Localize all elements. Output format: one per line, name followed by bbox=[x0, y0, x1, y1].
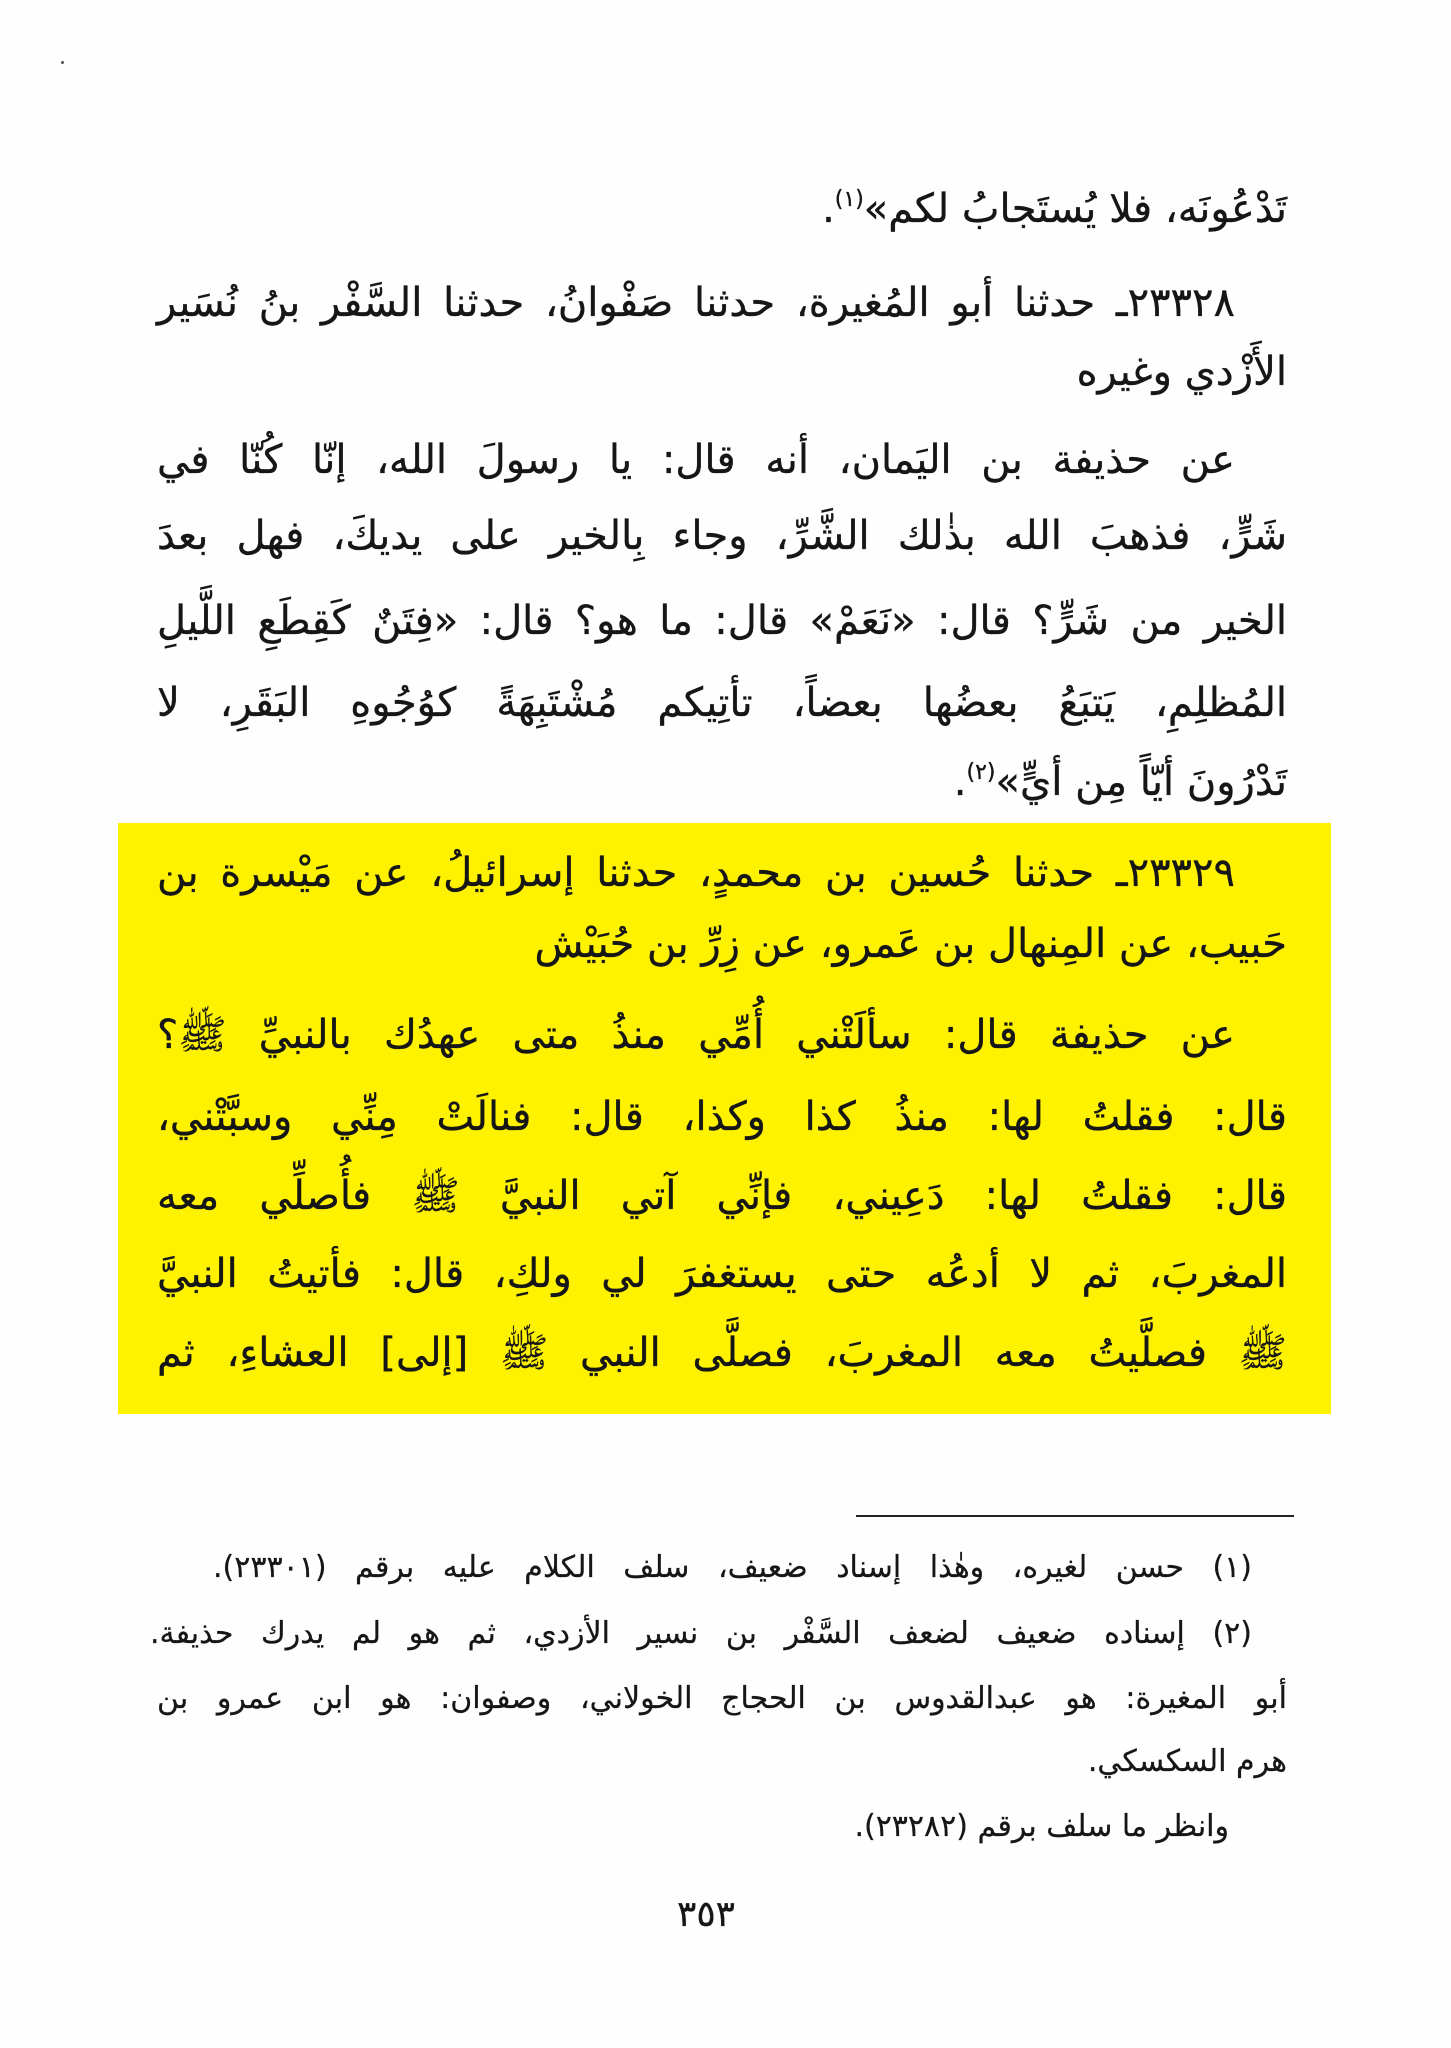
footnote-separator bbox=[856, 1515, 1294, 1517]
footnote-ref-2: (٢) bbox=[966, 760, 996, 785]
page-number: ٣٥٣ bbox=[676, 1894, 735, 1935]
hadith-23328-last-line bbox=[157, 744, 1287, 820]
hadith-23328-matn-line-3: الخير من شَرٍّ؟ قال: «نَعَمْ» قال: ما هو؟ قال: «فِتَنٌ كَقِطَعِ اللَّيلِ bbox=[157, 598, 1287, 644]
footnote-line-2: (٢) إسناده ضعيف لضعف السَّفْر بن نسير الأزدي، ثم هو لم يدرك حذيفة. bbox=[150, 1616, 1252, 1651]
footnote-line-1: (١) حسن لغيره، وهٰذا إسناد ضعيف، سلف الكلام عليه برقم (٢٣٣٠١). bbox=[213, 1550, 1252, 1585]
hadith-23328-matn-line-4: المُظلِمِ، يَتبَعُ بعضُها بعضاً، تأتِيكم مُشْتَبِهَةً كوُجُوهِ البَقَرِ، لا bbox=[157, 680, 1287, 726]
hadith-23328-matn-line-1: عن حذيفة بن اليَمان، أنه قال: يا رسولَ الله، إنّا كُنّا في bbox=[157, 437, 1235, 483]
hadith-23328-last-text: تَدْرُونَ أيّاً مِن أيٍّ» bbox=[995, 759, 1287, 805]
hadith-23329-isnad-line-1: ٢٣٣٢٩ـ حدثنا حُسين بن محمدٍ، حدثنا إسرائيلُ، عن مَيْسرة بن bbox=[157, 850, 1235, 896]
hadith-23329-matn-line-2: قال: فقلتُ لها: منذُ كذا وكذا، قال: فنالَتْ مِنِّي وسبَّتْني، bbox=[157, 1094, 1287, 1140]
hadith-23329-isnad-line-2: حَبيب، عن المِنهال بن عَمرو، عن زِرِّ بن حُبَيْش bbox=[534, 921, 1287, 967]
hadith-23328-last-end: . bbox=[953, 759, 967, 805]
yellow-highlight-hadith-23329 bbox=[118, 823, 1331, 1414]
hadith-23329-matn-line-3: قال: فقلتُ لها: دَعِيني، فإنِّي آتي النبيَّ ﷺ فأُصلِّي معه bbox=[157, 1173, 1287, 1219]
prev-hadith-tail-text: تَدْعُونَه، فلا يُستَجابُ لكم» bbox=[863, 186, 1287, 232]
footnote-ref-1: (١) bbox=[834, 187, 864, 212]
prev-hadith-tail-line bbox=[157, 171, 1287, 247]
hadith-23329-matn-line-5: ﷺ فصلَّيتُ معه المغربَ، فصلَّى النبي ﷺ [إلى] العشاءِ، ثم bbox=[157, 1330, 1287, 1376]
hadith-23329-matn-line-4: المغربَ، ثم لا أدعُه حتى يستغفرَ لي ولكِ، قال: فأتيتُ النبيَّ bbox=[157, 1251, 1287, 1297]
footnote-line-3: أبو المغيرة: هو عبدالقدوس بن الحجاج الخولاني، وصفوان: هو ابن عمرو بن bbox=[157, 1681, 1287, 1716]
hadith-23328-matn-line-2: شَرٍّ، فذهبَ الله بذٰلك الشَّرِّ، وجاء بِالخير على يديكَ، فهل بعدَ bbox=[157, 513, 1287, 559]
hadith-23329-matn-line-1: عن حذيفة قال: سألَتْني أُمِّي منذُ متى عهدُك بالنبيِّ ﷺ؟ bbox=[157, 1012, 1235, 1058]
footnote-line-5: وانظر ما سلف برقم (٢٣٢٨٢). bbox=[854, 1809, 1229, 1844]
hadith-23328-isnad-line-2: الأَزْدي وغيره bbox=[1076, 349, 1287, 395]
prev-hadith-tail-end: . bbox=[822, 186, 835, 232]
hadith-23328-isnad-line-1: ٢٣٣٢٨ـ حدثنا أبو المُغيرة، حدثنا صَفْوانُ، حدثنا السَّفْر بنُ نُسَير bbox=[157, 280, 1235, 326]
scan-speck bbox=[61, 61, 64, 64]
footnote-line-4: هرم السكسكي. bbox=[1087, 1744, 1287, 1779]
